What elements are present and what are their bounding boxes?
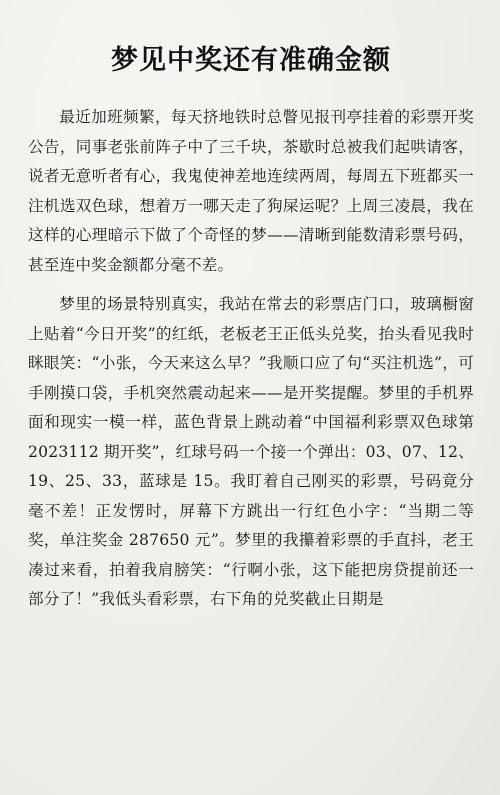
article-paragraph-1: 最近加班频繁，每天挤地铁时总瞥见报刊亭挂着的彩票开奖公告，同事老张前阵子中了三千块，茶歇时总被我们起哄请客，说者无意听者有心，我鬼使神差地连续两周，每周五下班都买一注机选双色球，想着万一哪天走了狗屎运呢？上周三凌晨，我在这样的心理暗示下做了个奇怪的梦——清晰到能数清彩票号码，甚至连中奖金额都分毫不差。 — [28, 108, 474, 274]
article-title: 梦见中奖还有准确金额 — [111, 45, 391, 76]
article-paragraph-2: 梦里的场景特别真实，我站在常去的彩票店门口，玻璃橱窗上贴着“今日开奖”的红纸，老板老王正低头兑奖，抬头看见我时眯眼笑：“小张，今天来这么早？”我顺口应了句“买注机选”，可手刚摸口袋，手机突然震动起来——是开奖提醒。梦里的手机界面和现实一模一样，蓝色背景上跳动着“中国福利彩票双色球第 2023112 期开奖”，红球号码一个接一个弹出：03、07、12、19、25、33，蓝球是 15。我盯着自己刚买的彩票，号码竟分毫不差！正发愣时，屏幕下方跳出一行红色小字：“当期二等奖，单注奖金 287650 元”。梦里的我攥着彩票的手直抖，老王凑过来看，拍着我肩膀笑：“行啊小张，这下能把房贷提前还一部分了！”我低头看彩票，右下角的兑奖截止日期是 — [28, 295, 474, 608]
